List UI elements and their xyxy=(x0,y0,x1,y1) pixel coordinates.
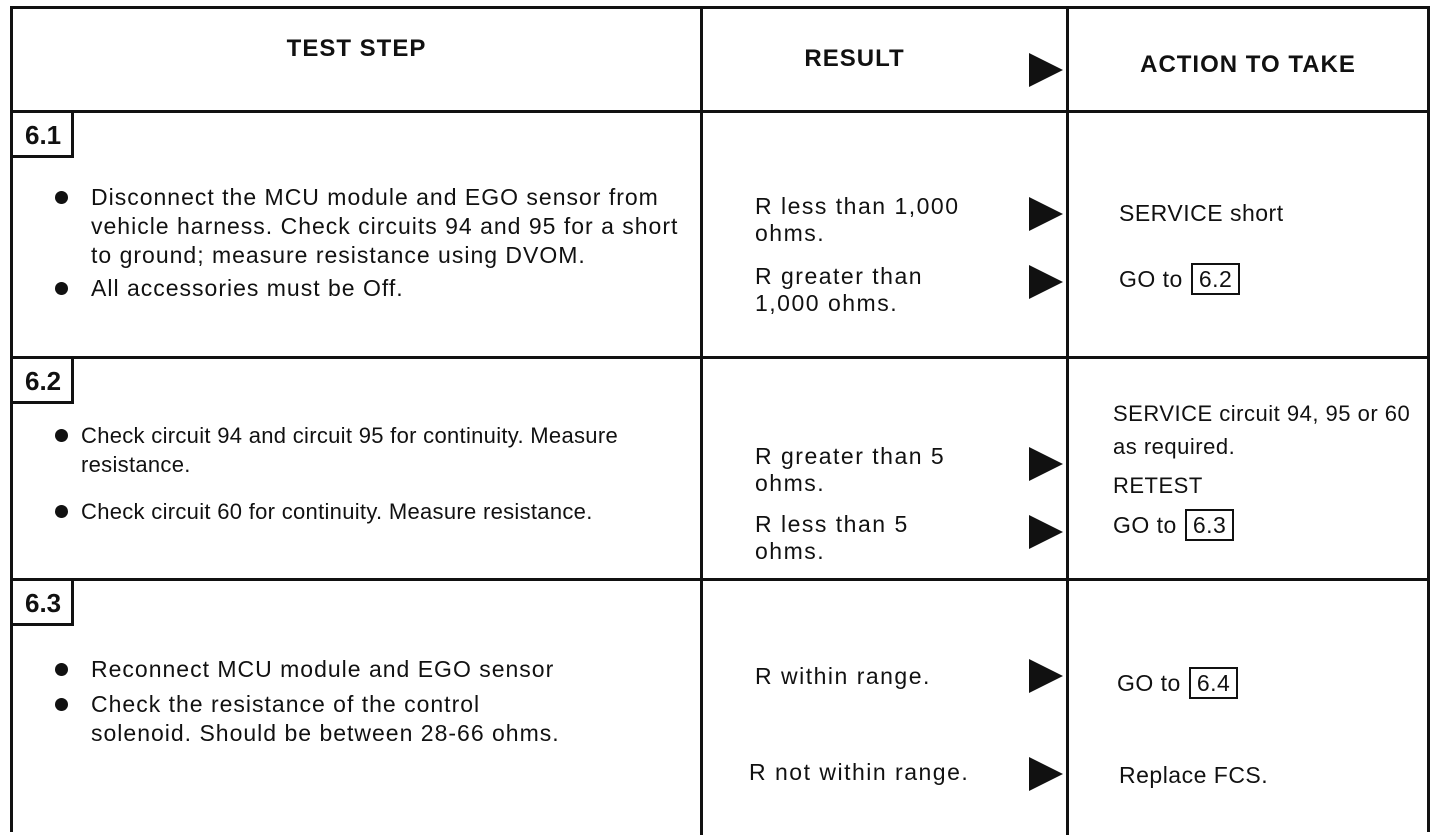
result-text: R not within range. xyxy=(749,759,970,785)
step-6-2-result-cell xyxy=(703,359,1069,578)
result-text: R less than 1,000 ohms. xyxy=(755,193,960,246)
list-item: Check circuit 94 and circuit 95 for continuity. Measure resistance. xyxy=(53,421,670,479)
arrow-icon xyxy=(1029,515,1063,549)
step-6-1-action-cell xyxy=(1069,113,1427,356)
header-action: ACTION TO TAKE xyxy=(1140,51,1356,78)
bullet-icon xyxy=(55,282,68,295)
step-6-3-action-cell xyxy=(1069,581,1427,835)
step-6-3-instructions xyxy=(53,655,680,748)
bullet-icon xyxy=(55,663,68,676)
goto-step-ref: 6.4 xyxy=(1189,667,1238,699)
goto-step-ref: 6.3 xyxy=(1185,509,1234,541)
result-text: R less than 5 ohms. xyxy=(755,511,909,564)
step-number-6-1: 6.1 xyxy=(13,113,74,158)
step-6-2-action-cell xyxy=(1069,359,1427,578)
header-test-step-cell xyxy=(13,9,703,110)
action-text: SERVICE circuit 94, 95 or 60 as required. xyxy=(1113,401,1411,459)
step-6-3-result-cell xyxy=(703,581,1069,835)
list-item: Reconnect MCU module and EGO sensor xyxy=(53,655,680,684)
step-6-1-instructions xyxy=(53,183,680,303)
arrow-icon xyxy=(1029,659,1063,693)
step-row-6-1 xyxy=(13,113,1427,359)
arrow-icon xyxy=(1029,757,1063,791)
arrow-icon xyxy=(1029,197,1063,231)
bullet-icon xyxy=(55,698,68,711)
header-test-step: TEST STEP xyxy=(286,35,427,62)
action-goto: GO to 6.2 xyxy=(1119,263,1419,296)
header-result-cell xyxy=(703,9,1069,110)
action-goto: GO to 6.3 xyxy=(1113,509,1413,542)
list-item: All accessories must be Off. xyxy=(53,274,680,303)
goto-step-ref: 6.2 xyxy=(1191,263,1240,295)
action-text: Replace FCS. xyxy=(1119,762,1269,788)
diagnostic-table-sheet xyxy=(10,6,1430,832)
step-6-1-result-cell xyxy=(703,113,1069,356)
step-6-1-test-cell xyxy=(13,113,703,356)
table-header-row xyxy=(13,9,1427,113)
result-text: R within range. xyxy=(755,663,931,689)
step-6-2-instructions xyxy=(53,421,670,526)
action-retest: RETEST xyxy=(1113,473,1203,498)
list-item: Check the resistance of the control solenoid. Should be between 28-66 ohms. xyxy=(53,690,680,748)
step-6-2-test-cell xyxy=(13,359,703,578)
action-text: SERVICE short xyxy=(1119,200,1284,226)
arrow-icon xyxy=(1029,265,1063,299)
result-text: R greater than 5 ohms. xyxy=(755,443,946,496)
header-action-cell xyxy=(1069,9,1427,110)
result-text: R greater than 1,000 ohms. xyxy=(755,263,924,316)
step-number-6-2: 6.2 xyxy=(13,359,74,404)
bullet-icon xyxy=(55,505,68,518)
step-row-6-2 xyxy=(13,359,1427,581)
step-number-6-3: 6.3 xyxy=(13,581,74,626)
bullet-icon xyxy=(55,429,68,442)
step-6-3-test-cell xyxy=(13,581,703,835)
header-arrow-icon xyxy=(1029,53,1063,87)
bullet-icon xyxy=(55,191,68,204)
step-row-6-3 xyxy=(13,581,1427,835)
list-item: Disconnect the MCU module and EGO sensor from vehicle harness. Check circuits 94 and 95 for a short to ground; measure resistance using DVOM. xyxy=(53,183,680,270)
header-result: RESULT xyxy=(804,45,905,72)
arrow-icon xyxy=(1029,447,1063,481)
list-item: Check circuit 60 for continuity. Measure resistance. xyxy=(53,497,670,526)
action-goto: GO to 6.4 xyxy=(1117,667,1417,700)
